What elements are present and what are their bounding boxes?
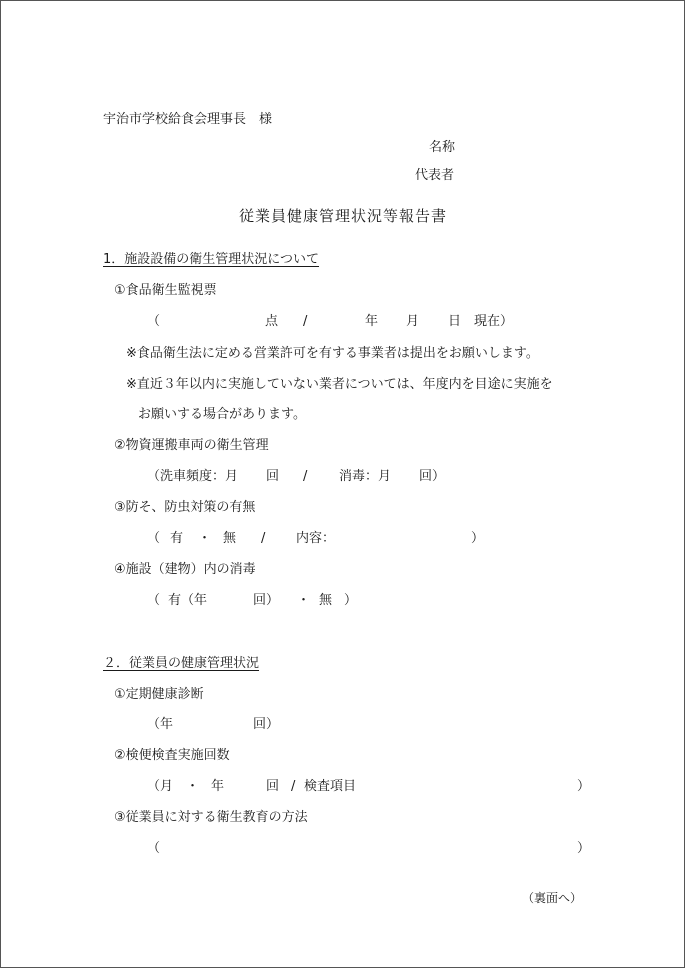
times-label: 回 bbox=[266, 469, 280, 484]
no-option: 無 bbox=[319, 593, 333, 608]
paren-close: ） bbox=[577, 779, 591, 794]
hygiene-education-label: ③従業員に対する衛生教育の方法 bbox=[114, 810, 308, 825]
no-option: 無 bbox=[223, 531, 237, 546]
paren-open: （ bbox=[147, 841, 161, 856]
continued-on-back: （裏面へ） bbox=[522, 891, 583, 905]
times-label: 回） bbox=[419, 469, 446, 484]
name-label: 名称 bbox=[429, 140, 456, 155]
inspection-sheet-label: ①食品衛生監視票 bbox=[114, 283, 217, 298]
slash: / bbox=[261, 531, 266, 546]
times-label: 回） bbox=[253, 593, 280, 608]
year-label: 年 bbox=[365, 314, 379, 329]
paren-open: （ bbox=[147, 593, 161, 608]
paren-close: ） bbox=[471, 531, 485, 546]
slash: / bbox=[303, 314, 308, 329]
paren-close: ） bbox=[577, 841, 591, 856]
separator-dot: ・ bbox=[297, 593, 311, 608]
points-label: 点 bbox=[265, 314, 279, 329]
year-label: （年 bbox=[147, 717, 174, 732]
paren-open: （ bbox=[147, 531, 161, 546]
health-checkup-label: ①定期健康診断 bbox=[114, 687, 204, 702]
month-label: 月 bbox=[406, 314, 420, 329]
disinfect-frequency: 消毒：月 bbox=[339, 469, 392, 484]
yes-option: 有 bbox=[170, 531, 184, 546]
facility-disinfection-label: ④施設（建物）内の消毒 bbox=[114, 562, 256, 577]
wash-frequency: （洗車頻度：月 bbox=[147, 469, 239, 484]
month-label: （月 bbox=[147, 779, 174, 794]
vehicle-hygiene-label: ②物資運搬車両の衛生管理 bbox=[114, 438, 269, 453]
pest-control-label: ③防そ、防虫対策の有無 bbox=[114, 500, 256, 515]
test-items-label: 検査項目 bbox=[304, 779, 357, 794]
addressee: 宇治市学校給食会理事長 様 bbox=[103, 112, 273, 127]
note-permit: ※食品衛生法に定める営業許可を有する事業者は提出をお願いします。 bbox=[126, 346, 539, 361]
representative-label: 代表者 bbox=[415, 168, 455, 183]
section2-heading: ２．従業員の健康管理状況 bbox=[103, 656, 260, 671]
paren-close: ） bbox=[344, 593, 358, 608]
times-label: 回） bbox=[253, 717, 280, 732]
separator-dot: ・ bbox=[198, 531, 212, 546]
section1-heading: 1．施設設備の衛生管理状況について bbox=[103, 252, 320, 267]
as-of-label: 現在） bbox=[474, 314, 514, 329]
note-recent: ※直近３年以内に実施していない業者については、年度内を目途に実施を bbox=[126, 377, 553, 392]
times-label: 回 bbox=[266, 779, 280, 794]
slash: / bbox=[291, 779, 296, 794]
yes-year: 有（年 bbox=[168, 593, 208, 608]
day-label: 日 bbox=[448, 314, 462, 329]
content-label: 内容： bbox=[296, 531, 336, 546]
slash: / bbox=[303, 469, 308, 484]
document-title: 従業員健康管理状況等報告書 bbox=[239, 207, 448, 225]
year-label: 年 bbox=[211, 779, 225, 794]
stool-test-label: ②検便検査実施回数 bbox=[114, 748, 230, 763]
separator-dot: ・ bbox=[186, 779, 200, 794]
paren-open: （ bbox=[147, 314, 161, 329]
note-recent-cont: お願いする場合があります。 bbox=[138, 407, 306, 422]
